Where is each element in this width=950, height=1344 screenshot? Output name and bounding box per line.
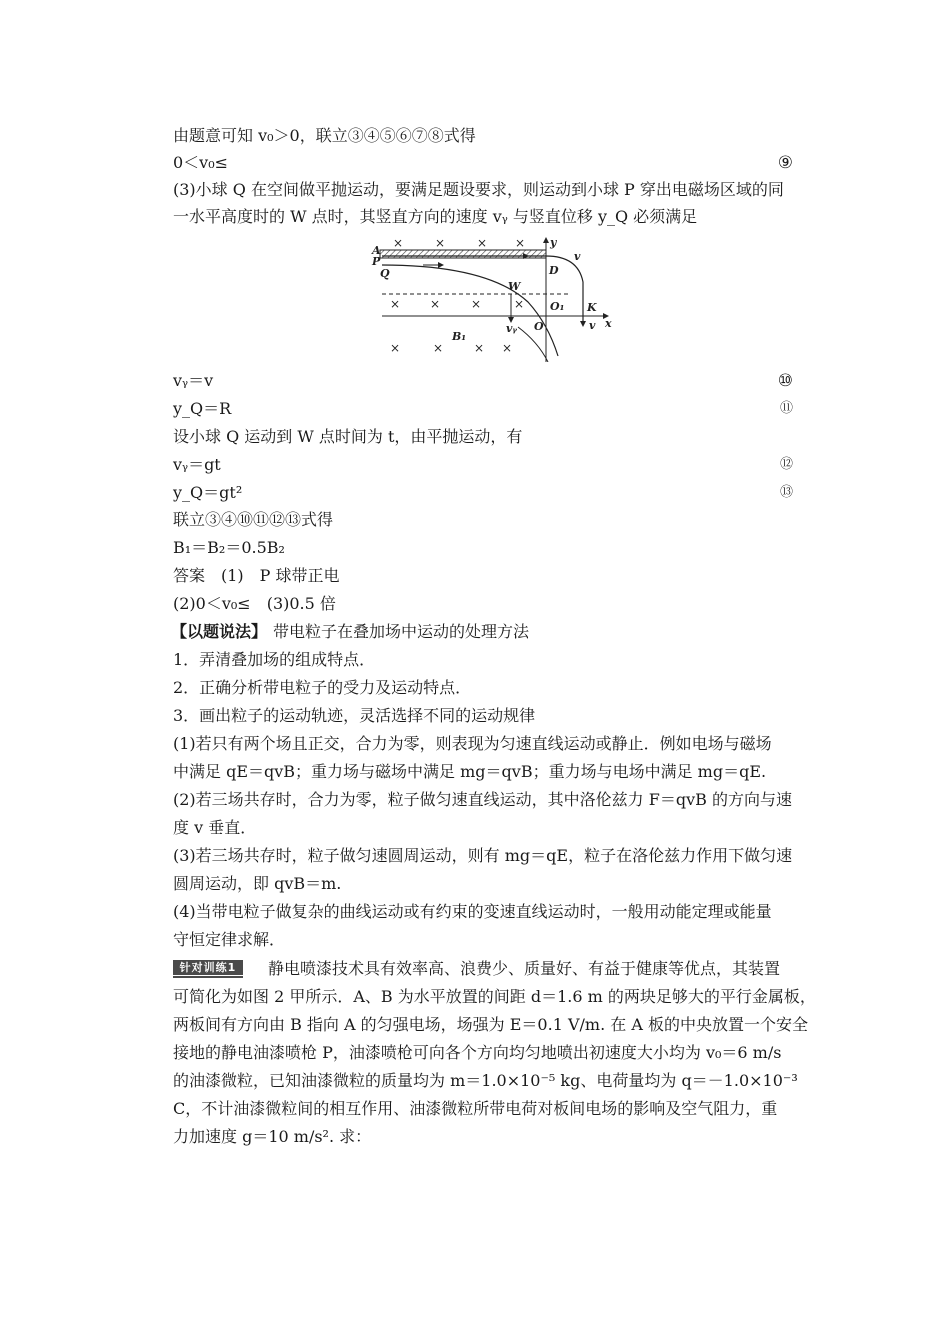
text-line: B₁＝B₂＝0.5B₂ [173,538,285,557]
text-line: 一水平高度时的 W 点时，其竖直方向的速度 vᵧ 与竖直位移 y_Q 必须满足 [173,207,698,226]
text-line: (1)若只有两个场且正交，合力为零，则表现为匀速直线运动或静止．例如电场与磁场 [173,734,772,753]
text-line: y_Q＝gt² [173,483,243,502]
magnetic-field-crosses-bottom [390,341,512,355]
label-A: A [372,244,381,257]
text-line: 2．正确分析带电粒子的受力及运动特点． [173,678,472,697]
text-line: (4)当带电粒子做复杂的曲线运动或有约束的变速直线运动时，一般用动能定理或能量 [173,902,772,921]
cross-mark: × [393,236,404,250]
label-y: y [550,236,557,249]
equation-number: ⑬ [779,485,793,500]
text-line: (2)若三场共存时，合力为零，粒子做匀速直线运动，其中洛伦兹力 F＝qvB 的方向与速 [173,790,792,809]
text-line: 的油漆微粒，已知油漆微粒的质量均为 m＝1.0×10⁻⁵ kg、电荷量均为 q＝－1.0×10⁻³ [173,1071,798,1090]
label-K: K [587,301,597,314]
label-B1: B₁ [452,330,467,343]
section-heading [171,622,529,642]
text-line: 联立③④⑩⑪⑫⑬式得 [173,510,334,529]
text-line: (3)小球 Q 在空间做平抛运动，要满足题设要求，则运动到小球 P 穿出电磁场区域的同 [173,180,784,199]
cross-mark: × [502,341,513,355]
cross-mark: × [435,236,446,250]
cross-mark: × [433,341,444,355]
text-line: (3)若三场共存时，粒子做匀速圆周运动，则有 mg＝qE，粒子在洛伦兹力作用下做匀速 [173,846,793,865]
equation-number: ⑨ [777,153,793,173]
text-line: y_Q＝R [173,399,232,418]
label-O: O [534,320,544,333]
text-line: 两板间有方向由 B 指向 A 的匀强电场，场强为 E＝0.1 V/m. 在 A 板的中央放置一个安全 [173,1015,808,1034]
text-line: 守恒定律求解． [173,930,286,949]
text-line: 接地的静电油漆喷枪 P，油漆喷枪可向各个方向均匀地喷出初速度大小均为 v₀＝6 m/s [173,1043,782,1062]
text-line: 由题意可知 v₀＞0，联立③④⑤⑥⑦⑧式得 [173,126,476,145]
text-line: 可简化为如图 2 甲所示．A、B 为水平放置的间距 d＝1.6 m 的两块足够大的平行金属板， [173,987,816,1006]
text-line: 3．画出粒子的运动轨迹，灵活选择不同的运动规律 [173,706,536,725]
text-line: vᵧ＝gt [173,455,221,474]
label-v-top: v [574,250,581,263]
section-title: 带电粒子在叠加场中运动的处理方法 [273,622,530,641]
answer-line: 答案 (1) P 球带正电 [173,566,340,585]
text-line: 1．弄清叠加场的组成特点． [173,650,376,669]
cross-mark: × [390,341,401,355]
cross-mark: × [514,297,525,311]
text-line: 0＜v₀≤ [173,153,229,172]
text-line: C，不计油漆微粒间的相互作用、油漆微粒所带电荷对板间电场的影响及空气阻力，重 [173,1099,778,1118]
text-line: 度 v 垂直． [173,818,257,837]
label-O1: O₁ [550,300,565,313]
cross-mark: × [474,341,485,355]
label-W: W [508,280,521,293]
cross-mark: × [515,236,526,250]
magnetic-field-crosses-middle [390,297,524,311]
text-line: 设小球 Q 运动到 W 点时间为 t，由平抛运动，有 [173,427,523,446]
metal-plate [380,250,546,258]
label-vy: vᵧ [506,322,517,335]
motion-diagram [368,232,620,362]
cross-mark: × [477,236,488,250]
equation-number: ⑫ [779,457,793,472]
text-line: 力加速度 g＝10 m/s². 求： [173,1127,372,1146]
equation-number: ⑩ [777,371,793,391]
text-line: 圆周运动，即 qvB＝m. [173,874,342,893]
label-v-right: v [589,319,596,332]
text-line: 静电喷漆技术具有效率高、浪费少、质量好、有益于健康等优点，其装置 [268,959,781,978]
equation-number: ⑪ [779,401,793,416]
text-line: 中满足 qE＝qvB；重力场与磁场中满足 mg＝qvB；重力场与电场中满足 mg＝qE. [173,762,767,781]
answer-line: (2)0＜v₀≤ (3)0.5 倍 [173,594,336,613]
cross-mark: × [390,297,401,311]
cross-mark: × [430,297,441,311]
practice-badge: 针对训练1 [173,960,243,975]
cross-mark: × [471,297,482,311]
text-line: vᵧ＝v [173,371,214,390]
label-D: D [549,264,559,277]
label-P: P [372,255,381,268]
label-x: x [605,317,612,330]
magnetic-field-crosses-top [393,236,525,250]
section-tag: 【以题说法】 [171,622,268,641]
label-Q: Q [380,267,390,280]
